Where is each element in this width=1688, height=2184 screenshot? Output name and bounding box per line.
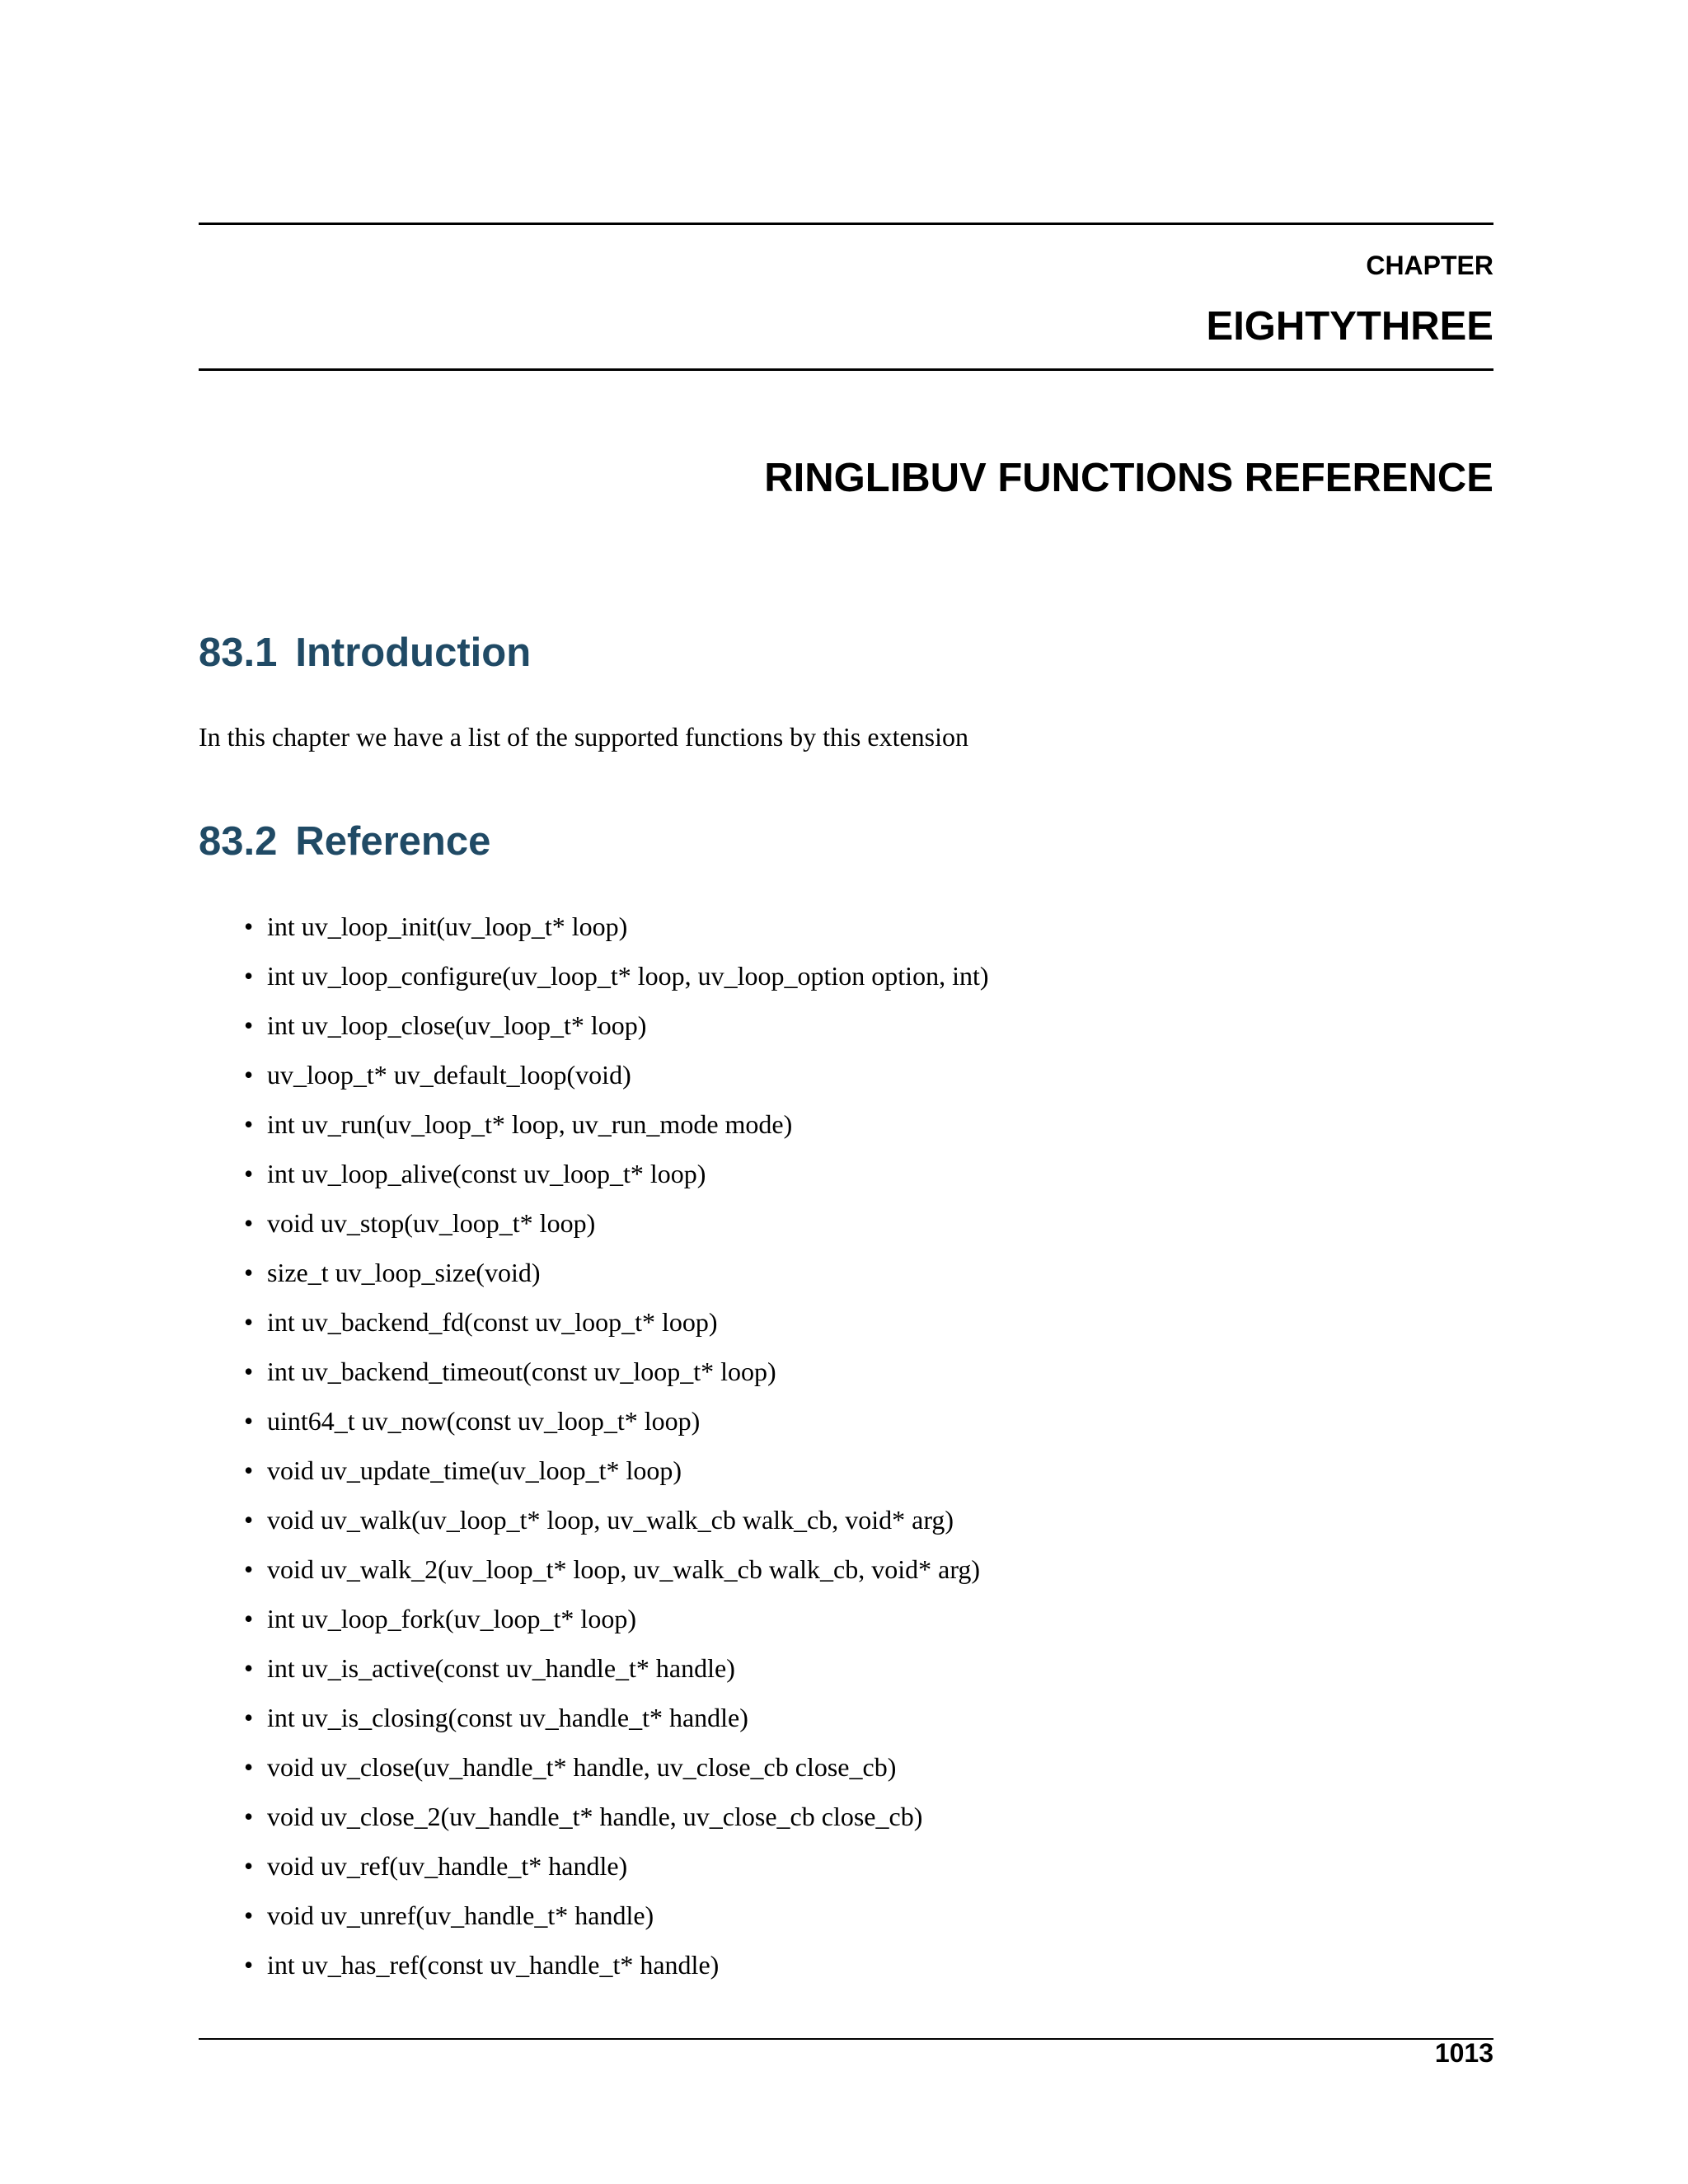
bullet-icon: • <box>244 1060 254 1090</box>
function-signature: void uv_close(uv_handle_t* handle, uv_close_cb close_cb) <box>267 1752 897 1782</box>
chapter-title: RINGLIBUV FUNCTIONS REFERENCE <box>764 456 1493 500</box>
list-item <box>199 1602 989 1652</box>
chapter-top-rule <box>199 223 1493 225</box>
bullet-icon: • <box>244 961 254 991</box>
list-item <box>199 1058 989 1108</box>
function-signature: int uv_loop_alive(const uv_loop_t* loop) <box>267 1159 706 1188</box>
function-signature: void uv_stop(uv_loop_t* loop) <box>267 1208 596 1238</box>
section-heading-reference <box>199 817 490 866</box>
list-item <box>199 1750 989 1800</box>
function-signature: size_t uv_loop_size(void) <box>267 1258 541 1287</box>
function-signature: void uv_walk_2(uv_loop_t* loop, uv_walk_cb walk_cb, void* arg) <box>267 1554 981 1584</box>
function-signature: int uv_has_ref(const uv_handle_t* handle) <box>267 1950 720 1980</box>
section-title: Reference <box>295 819 491 864</box>
section-number: 83.1 <box>199 630 278 675</box>
bullet-icon: • <box>244 1159 254 1188</box>
list-item <box>199 1800 989 1849</box>
bullet-icon: • <box>244 1505 254 1535</box>
list-item <box>199 1207 989 1256</box>
function-signature: void uv_walk(uv_loop_t* loop, uv_walk_cb walk_cb, void* arg) <box>267 1505 954 1535</box>
list-item <box>199 1009 989 1058</box>
bullet-icon: • <box>244 1307 254 1337</box>
function-signature: int uv_loop_init(uv_loop_t* loop) <box>267 912 628 941</box>
bullet-icon: • <box>244 1900 254 1930</box>
bullet-icon: • <box>244 1258 254 1287</box>
function-signature: void uv_update_time(uv_loop_t* loop) <box>267 1455 682 1485</box>
list-item <box>199 1108 989 1157</box>
function-signature: void uv_close_2(uv_handle_t* handle, uv_close_cb close_cb) <box>267 1802 923 1831</box>
list-item <box>199 1503 989 1553</box>
bullet-icon: • <box>244 1208 254 1238</box>
list-item <box>199 1305 989 1355</box>
list-item <box>199 1701 989 1750</box>
list-item <box>199 1454 989 1503</box>
list-item <box>199 1404 989 1454</box>
list-item <box>199 1355 989 1404</box>
list-item <box>199 959 989 1009</box>
function-signature: int uv_backend_fd(const uv_loop_t* loop) <box>267 1307 718 1337</box>
bullet-icon: • <box>244 1406 254 1436</box>
bullet-icon: • <box>244 1653 254 1683</box>
bullet-icon: • <box>244 1851 254 1881</box>
list-item <box>199 910 989 959</box>
function-signature: int uv_loop_close(uv_loop_t* loop) <box>267 1010 647 1040</box>
function-signature: int uv_run(uv_loop_t* loop, uv_run_mode mode) <box>267 1109 793 1139</box>
list-item <box>199 1256 989 1305</box>
introduction-paragraph: In this chapter we have a list of the supported functions by this extension <box>199 722 969 752</box>
function-signature: void uv_unref(uv_handle_t* handle) <box>267 1900 654 1930</box>
bullet-icon: • <box>244 1010 254 1040</box>
function-signature: uint64_t uv_now(const uv_loop_t* loop) <box>267 1406 701 1436</box>
bullet-icon: • <box>244 1109 254 1139</box>
function-signature: int uv_backend_timeout(const uv_loop_t* loop) <box>267 1357 776 1386</box>
footer-rule <box>199 2038 1493 2040</box>
bullet-icon: • <box>244 912 254 941</box>
section-heading-introduction <box>199 628 531 677</box>
chapter-bottom-rule <box>199 368 1493 371</box>
chapter-number: EIGHTYTHREE <box>1206 304 1493 349</box>
function-reference-list <box>199 910 989 1998</box>
function-signature: void uv_ref(uv_handle_t* handle) <box>267 1851 628 1881</box>
bullet-icon: • <box>244 1752 254 1782</box>
function-signature: uv_loop_t* uv_default_loop(void) <box>267 1060 631 1090</box>
list-item <box>199 1899 989 1948</box>
bullet-icon: • <box>244 1357 254 1386</box>
list-item <box>199 1652 989 1701</box>
chapter-label: CHAPTER <box>1366 251 1493 280</box>
bullet-icon: • <box>244 1554 254 1584</box>
function-signature: int uv_is_closing(const uv_handle_t* handle) <box>267 1703 748 1732</box>
function-signature: int uv_loop_configure(uv_loop_t* loop, uv_loop_option option, int) <box>267 961 989 991</box>
list-item <box>199 1553 989 1602</box>
list-item <box>199 1849 989 1899</box>
list-item <box>199 1948 989 1998</box>
function-signature: int uv_loop_fork(uv_loop_t* loop) <box>267 1604 636 1633</box>
bullet-icon: • <box>244 1455 254 1485</box>
section-title: Introduction <box>295 630 532 675</box>
section-number: 83.2 <box>199 819 278 864</box>
list-item <box>199 1157 989 1207</box>
page-number: 1013 <box>1434 2038 1493 2068</box>
bullet-icon: • <box>244 1703 254 1732</box>
bullet-icon: • <box>244 1950 254 1980</box>
bullet-icon: • <box>244 1604 254 1633</box>
bullet-icon: • <box>244 1802 254 1831</box>
function-signature: int uv_is_active(const uv_handle_t* handle) <box>267 1653 735 1683</box>
